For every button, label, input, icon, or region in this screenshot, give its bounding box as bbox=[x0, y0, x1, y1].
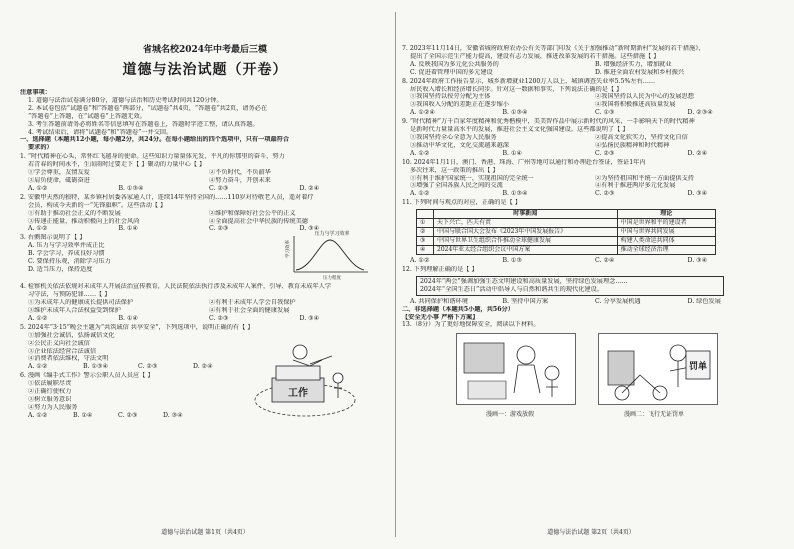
option: D. 推进全面农村发展和乡村振兴 bbox=[595, 68, 685, 76]
choice-d: D. ③④ bbox=[163, 411, 183, 419]
option: ②公民正义向社会诚信 bbox=[28, 339, 90, 347]
section2-heading: 二、非选择题（本题共5小题，共56分） bbox=[402, 305, 514, 313]
choice-c: C. ②③ bbox=[118, 411, 138, 419]
option: ①我国坚持全心全意为人民服务 bbox=[410, 133, 497, 141]
option: ①有利于维护国家统一，实现祖国的完全统一 bbox=[410, 174, 534, 182]
choice-a: A. 共同保护和谐环境 bbox=[410, 297, 468, 305]
question-12 bbox=[402, 266, 780, 306]
table-cell: 天下兴亡，匹夫有责 bbox=[434, 219, 618, 228]
choice-a: A. ①② bbox=[28, 314, 48, 322]
cartoon-work-label: 工作 bbox=[288, 388, 308, 400]
question-stem: 6. 漫画《编手式工作》警示公职人员人员应【 】 bbox=[20, 372, 154, 380]
option: A. 压力与学习效率并成正比 bbox=[28, 242, 105, 250]
table-row bbox=[417, 228, 716, 237]
notes-label: 注意事项： bbox=[20, 89, 51, 96]
choice-c: C. ②③ bbox=[209, 225, 229, 233]
choice-b: B. ①③④ bbox=[502, 109, 528, 117]
material-line: 2024年“两会”强调加强生态文明建设和高质量发展，坚持绿色发展理念…… bbox=[420, 277, 628, 285]
choice-d: D. ②③④ bbox=[687, 109, 713, 117]
question-11 bbox=[402, 199, 780, 265]
table-row bbox=[417, 237, 716, 246]
choice-b: B. ①③④ bbox=[502, 190, 528, 198]
graph-y-label: 学习效率 bbox=[286, 240, 291, 259]
option: ②正确行使权力 bbox=[28, 388, 72, 396]
question-stem: 是新时代力量量高水平的发展，推进社会主义文化强国建设。这些都说明了【 】 bbox=[410, 126, 629, 134]
note-line: 3. 考生答题前请务必将姓名等信息填写在答题卷上，答题时字迹工整，请认真答题。 bbox=[28, 120, 259, 128]
cartoon-one-caption: 漫画一：游戏放假 bbox=[486, 411, 535, 419]
cartoon-two-caption: 漫画二：飞行无证罚单 bbox=[624, 411, 685, 419]
option: ③我国收入分配的差距正在逐步缩小 bbox=[410, 101, 509, 109]
option: ①我国坚持以按劳分配为主体 bbox=[410, 93, 491, 101]
question-stem: 12. 下列理解正确的是【 】 bbox=[402, 266, 478, 274]
question-10 bbox=[402, 159, 780, 199]
option: ②不负时代，不负韶华 bbox=[209, 169, 271, 177]
choice-c: C. ②③ bbox=[595, 190, 615, 198]
question-9 bbox=[402, 118, 780, 158]
choice-b: B. ①③ bbox=[502, 257, 523, 265]
table-row bbox=[417, 246, 716, 255]
option: ④弘扬民族精神和时代精神 bbox=[595, 141, 670, 149]
option: ④有利于推进两岸多元化发展 bbox=[595, 182, 676, 190]
option: ①学会尊重，友情友爱 bbox=[28, 169, 90, 177]
cartoon-one bbox=[456, 333, 576, 405]
exam-title: 道德与法治试题（开卷） bbox=[122, 62, 288, 78]
right-page-footer: 道德与法治试题 第2页（共4页） bbox=[547, 529, 635, 536]
option: ②提高文化软实力，坚持文化自信 bbox=[595, 133, 688, 141]
choice-a: A. ①② bbox=[28, 225, 48, 233]
question-7 bbox=[402, 45, 780, 77]
question-3 bbox=[20, 231, 390, 282]
note-line: 1. 道德与法治试卷满分80分，道德与法治和历史考试时间共120分钟。 bbox=[28, 96, 223, 104]
option: ③维护未成年人合法权益受到保护 bbox=[28, 307, 121, 315]
question-stem: 1. “时代精神在心头，常怀红飞越身的使命。这些知识力量量体光发，平凡的你那里的奋斗，努力 bbox=[20, 153, 285, 161]
option: ④有利于社会全面的健康发展 bbox=[209, 307, 290, 315]
option: B. 增强经济实力，增加就业 bbox=[595, 60, 672, 68]
option: B. 学会学习，养成良好习惯 bbox=[28, 250, 105, 258]
graph-curve bbox=[296, 240, 364, 270]
question-stem: 若青春的时间永不，生而雨时过要走下【 】聚动的力量中心【 】 bbox=[28, 161, 206, 169]
choice-c: C. 分享发展机遇 bbox=[595, 297, 641, 305]
notes-block bbox=[20, 89, 390, 136]
note-line: “答题卷”上答题，在“试题卷”上答题无效。 bbox=[28, 112, 146, 120]
option: ④我国将积极推进高质量发展 bbox=[595, 101, 676, 109]
choice-b: B. 坚持中国方案 bbox=[502, 297, 549, 305]
choice-a: A. ①② bbox=[410, 190, 430, 198]
option: ④全面提高社会中华民族的传统美德 bbox=[209, 217, 308, 225]
table-cell: 中国与世界卫生组织合作推动全球健康发展 bbox=[434, 237, 618, 246]
choice-c: C. ②③ bbox=[595, 149, 615, 157]
option: ③增强了全国各族人民之间的交流 bbox=[410, 182, 503, 190]
question-stem: 5. 2024年“3·15”晚会主题为“共筑诚信 共享安全”，下列选项中，说明正确的有【 】 bbox=[20, 323, 254, 331]
option: ④消费者依法维权，守法文明 bbox=[28, 355, 109, 363]
table-cell: 2024年亚太经合组织会议中国方案 bbox=[434, 246, 618, 255]
choice-d: D. ②④ bbox=[193, 363, 213, 371]
table-header: 时事新闻 bbox=[434, 210, 618, 219]
option: ④努力为人民服务 bbox=[28, 403, 78, 411]
option: ③推动中华文化，文化交流越来越深 bbox=[410, 141, 509, 149]
question-stem: 3. 右侧图示说明了【 】 bbox=[20, 234, 86, 242]
choice-d: D. ③④ bbox=[687, 190, 708, 198]
question-stem: 9. “时代精神”万千百家年度精神和优秀楷模中，美美智作品中展示新时代的风采，一手影响天下的时代精神 bbox=[402, 118, 695, 126]
page-divider bbox=[395, 12, 396, 537]
section1-heading-cont: 要求的） bbox=[28, 144, 53, 152]
cartoon-work-illustration bbox=[250, 330, 360, 420]
choice-a: A. ①② bbox=[28, 411, 48, 419]
choice-c: C. ②③ bbox=[209, 184, 229, 192]
material-box bbox=[416, 276, 724, 296]
table-cell: 中国与联合国大会发布《2023年中国发展报告》 bbox=[434, 228, 618, 237]
choice-a: A. ①② bbox=[28, 184, 48, 192]
question-stem: 2. 安徽甲天然的独特，某乡镇村居委各家通人计，连续14年坚持全国的……110岁对待敬老人员，遥对着疗 bbox=[20, 193, 314, 201]
option: ③肩负使命，砥砺奋进 bbox=[28, 176, 90, 184]
table-header bbox=[417, 210, 434, 219]
graph-title: 压力与学习效率 bbox=[314, 231, 350, 238]
note-line: 4. 考试结束后，请将“试题卷”和“答题卷”一并交回。 bbox=[28, 128, 173, 136]
cartoon-two bbox=[598, 333, 718, 405]
choice-d: D. ③④ bbox=[299, 314, 320, 322]
option: ③树立服务意识 bbox=[28, 396, 72, 403]
choice-d: D. ②④ bbox=[299, 184, 320, 192]
question-1 bbox=[20, 153, 390, 193]
option: ①依法履职尽责 bbox=[28, 380, 72, 388]
choice-b: B. ①③④ bbox=[83, 363, 109, 371]
choice-c: C. ②④ bbox=[595, 257, 615, 265]
option: ②为坚持祖国和平统一方面提供支持 bbox=[595, 174, 694, 182]
choice-a: A. ①② bbox=[28, 363, 48, 371]
option: ①加强社会诚信，弘扬诚信文化 bbox=[28, 331, 115, 339]
question-stem: 4. 检察机关依法依规对未成年人开展法治宣传教育，人民法院依法执行涉及未成年人案件，引导、教育未成年人学 bbox=[20, 283, 332, 291]
option: ③企业依法经营合法诚信 bbox=[28, 347, 97, 355]
choice-b: B. ①④ bbox=[73, 411, 93, 419]
question-4 bbox=[20, 283, 390, 323]
material-line: 2024年“全国生态日”活动中倡导人与自然和谐共生的现代化建设。 bbox=[420, 285, 603, 293]
choice-d: D. ②④ bbox=[687, 149, 708, 157]
section2-subheading: 【安全无小事 严格下方案】 bbox=[402, 313, 479, 321]
table-cell: 构建人类命运共同体 bbox=[617, 237, 715, 246]
choice-b: B. ①④ bbox=[118, 314, 139, 322]
question-stem: 多次往来，这一政策的推出【 】 bbox=[410, 166, 499, 174]
choice-d: D. ③④ bbox=[299, 225, 320, 233]
stress-efficiency-graph bbox=[282, 228, 372, 282]
cartoon-area bbox=[402, 329, 780, 419]
option: C. 促进着管理中国的多元建设 bbox=[410, 68, 493, 76]
option: ①有助于推动社会正义的不断发展 bbox=[28, 209, 121, 217]
choice-b: B. ①③④ bbox=[118, 184, 144, 192]
question-stem: 习守法，与预防犯罪……【 】 bbox=[28, 291, 111, 299]
option: A. 反映我国为多元化公共服务的 bbox=[410, 60, 499, 68]
question-stem: 居民收入增长和经济增长同步。针对这一数据和事实，下列说法正确的是【 】 bbox=[410, 85, 623, 93]
option: ④努力奋斗，开创未来 bbox=[209, 176, 271, 184]
table-row bbox=[417, 219, 716, 228]
option: ②维护和保障好社会公平的正义 bbox=[209, 209, 296, 217]
table-cell: ③ bbox=[417, 237, 434, 246]
choice-d: D. ③④ bbox=[687, 257, 708, 265]
right-page bbox=[402, 10, 780, 540]
choice-c: C. ②③ bbox=[209, 314, 229, 322]
question-stem: 11. 下列时间与观点的对应，正确的是【 】 bbox=[402, 199, 521, 207]
question-stem: 会员，构成今天新的一“先锋旗帜”。这些活动【 】 bbox=[28, 201, 167, 209]
table-cell: 推动全球经济治理 bbox=[617, 246, 715, 255]
section1-heading: 一、选择题（本题共12小题，每小题2分，共24分。在每小题给出的四个选项中，只有一项最符合 bbox=[20, 136, 290, 144]
question-8 bbox=[402, 78, 780, 118]
question-6 bbox=[20, 372, 390, 419]
table-cell: 中国是世界和平的建设者 bbox=[617, 219, 715, 228]
cartoon-two-label: 罚单 bbox=[688, 362, 708, 373]
question-stem: 提出了全国示范生产能力提高，建设有志力发展，推进改革发展的若干措施。这些措施【 】 bbox=[410, 52, 660, 60]
table-cell: ① bbox=[417, 219, 434, 228]
option: C. 要保持乐观，消除学习压力 bbox=[28, 258, 111, 266]
question-stem: 7. 2023年11月14日，安徽省城府政府农办公有关等部门印发《关于加强推动“新时期新村”发展的若干措施》， bbox=[402, 45, 705, 52]
choice-d: D. 绿色发展 bbox=[687, 297, 721, 305]
choice-a: A. ①②④ bbox=[410, 109, 436, 117]
choice-a: A. ①② bbox=[410, 149, 430, 157]
choice-c: C. ②③ bbox=[138, 363, 158, 371]
option: ①为未成年人的健康成长提供司法保护 bbox=[28, 299, 134, 307]
left-page bbox=[20, 10, 390, 540]
choice-c: C. ①③ bbox=[595, 109, 615, 117]
table-cell: ② bbox=[417, 228, 434, 237]
choice-b: B. ①④ bbox=[502, 149, 523, 157]
question-stem: 8. 2024年政府工作报告显示，城乡新增就业1200万人以上，城镇调查失业率5.5%左右…… bbox=[402, 77, 656, 85]
option: ②我国坚持以人民为中心的发展思想 bbox=[595, 93, 694, 101]
option: ③传递正能量，推动积极向上的社会风尚 bbox=[28, 217, 140, 225]
note-line: 2. 本试卷包括“试题卷”和“答题卷”两部分，“试题卷”共4页，“答题卷”共2页，请务必在 bbox=[28, 104, 268, 112]
question-13-stem: 13.（8分）为了更好地保障安全，阅读以下材料。 bbox=[402, 321, 540, 329]
left-page-footer: 道德与法治试题 第1页（共4页） bbox=[161, 529, 249, 536]
table-cell: ④ bbox=[417, 246, 434, 255]
option: ②有利于未成年人学会自我保护 bbox=[209, 299, 296, 307]
school-title: 省城名校2024年中考最后三模 bbox=[142, 45, 268, 55]
choice-a: A. ①② bbox=[410, 257, 430, 265]
option: D. 适当压力，保持适度 bbox=[28, 265, 93, 273]
news-theory-table bbox=[416, 209, 716, 255]
table-header-row bbox=[417, 210, 716, 219]
table-header: 理论 bbox=[617, 210, 715, 219]
table-cell: 中国与世界共同发展 bbox=[617, 228, 715, 237]
question-stem: 10. 2024年1月1日，澳门、香港、珠海、广州等地可以通行和办理赴台签证，签证1年内 bbox=[402, 158, 646, 166]
graph-x-label: 压力程度 bbox=[323, 276, 341, 282]
choice-b: B. ①④ bbox=[118, 225, 139, 233]
